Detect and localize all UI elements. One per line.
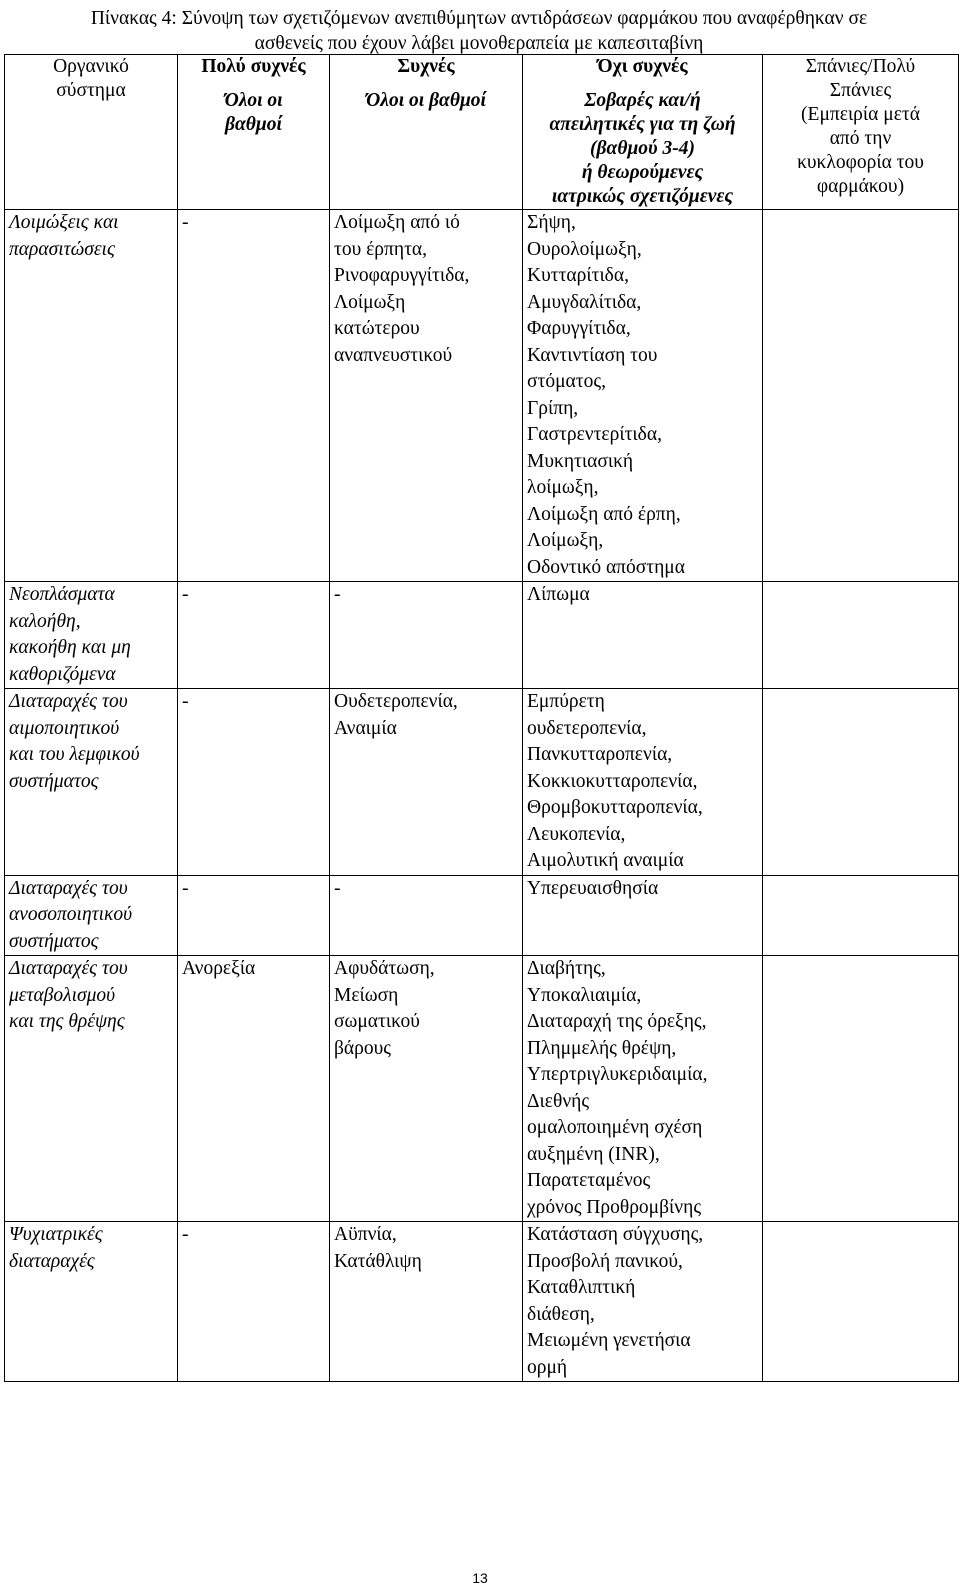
rare-cell [763,210,959,582]
table-row [5,582,959,689]
header-very-common-sub: Όλοι οι βαθμοί [224,90,283,135]
rare-cell [763,582,959,689]
very-common-cell: - [178,1222,330,1382]
uncommon-cell: Σήψη, Ουρολοίμωξη, Κυτταρίτιδα, Αμυγδαλίτιδα, Φαρυγγίτιδα, Καντιντίαση του στόματος, Γρίπη, Γαστρεντερίτιδα, Μυκητιασική λοίμωξη, Λοίμωξη από έρπη, Λοίμωξη, Οδοντικό απόστημα [523,210,763,582]
common-cell: Αφυδάτωση, Μείωση σωματικού βάρους [330,956,523,1222]
header-common [330,55,523,210]
common-cell: Ουδετεροπενία, Αναιμία [330,689,523,876]
header-uncommon-sub: Σοβαρές και/ή απειλητικές για τη ζωή (βαθμού 3-4) ή θεωρούμενες ιατρικώς σχετιζόμενες [549,90,736,207]
header-common-label: Συχνές [397,56,455,77]
very-common-cell: - [178,875,330,956]
rare-cell [763,956,959,1222]
caption-line-1: Πίνακας 4: Σύνοψη των σχετιζόμενων ανεπιθύμητων αντιδράσεων φαρμάκου που αναφέρθηκαν σε [90,8,868,29]
very-common-cell: - [178,689,330,876]
common-cell: - [330,875,523,956]
organ-system-cell: Διαταραχές του μεταβολισμού και της θρέψης [5,956,178,1222]
organ-system-cell: Ψυχιατρικές διαταραχές [5,1222,178,1382]
table-row [5,689,959,876]
header-organ-system: Οργανικό σύστημα [5,55,178,210]
page-number: 13 [472,1570,488,1586]
uncommon-cell: Διαβήτης, Υποκαλιαιμία, Διαταραχή της όρεξης, Πλημμελής θρέψη, Υπερτριγλυκεριδαιμία, Διεθνής ομαλοποιημένη σχέση αυξημένη (INR), Παρατεταμένος χρόνος Προθρομβίνης [523,956,763,1222]
header-uncommon-label: Όχι συχνές [597,56,688,77]
uncommon-cell: Λίπωμα [523,582,763,689]
organ-system-cell: Νεοπλάσματα καλοήθη, κακοήθη και μη καθοριζόμενα [5,582,178,689]
table-row [5,210,959,582]
uncommon-cell: Υπερευαισθησία [523,875,763,956]
organ-system-cell: Λοιμώξεις και παρασιτώσεις [5,210,178,582]
very-common-cell: - [178,582,330,689]
rare-cell [763,689,959,876]
header-common-sub: Όλοι οι βαθμοί [366,90,486,111]
table-row [5,956,959,1222]
uncommon-cell: Εμπύρετη ουδετεροπενία, Πανκυτταροπενία, Κοκκιοκυτταροπενία, Θρομβοκυτταροπενία, Λευκοπενία, Αιμολυτική αναιμία [523,689,763,876]
very-common-cell: - [178,210,330,582]
adverse-reactions-table [4,54,959,1382]
table-row [5,1222,959,1382]
common-cell: - [330,582,523,689]
common-cell: Αϋπνία, Κατάθλιψη [330,1222,523,1382]
common-cell: Λοίμωξη από ιό του έρπητα, Ρινοφαρυγγίτιδα, Λοίμωξη κατώτερου αναπνευστικού [330,210,523,582]
table-caption [4,6,954,56]
header-very-common-label: Πολύ συχνές [201,56,306,77]
very-common-cell: Ανορεξία [178,956,330,1222]
header-row [5,55,959,210]
uncommon-cell: Κατάσταση σύγχυσης, Προσβολή πανικού, Καταθλιπτική διάθεση, Μειωμένη γενετήσια ορμή [523,1222,763,1382]
rare-cell [763,1222,959,1382]
header-uncommon [523,55,763,210]
organ-system-cell: Διαταραχές του αιμοποιητικού και του λεμφικού συστήματος [5,689,178,876]
header-very-common [178,55,330,210]
table-row [5,875,959,956]
caption-line-2: ασθενείς που έχουν λάβει μονοθεραπεία με καπεσιταβίνη [254,33,704,54]
header-rare: Σπάνιες/Πολύ Σπάνιες (Εμπειρία μετά από την κυκλοφορία του φαρμάκου) [763,55,959,210]
organ-system-cell: Διαταραχές του ανοσοποιητικού συστήματος [5,875,178,956]
rare-cell [763,875,959,956]
